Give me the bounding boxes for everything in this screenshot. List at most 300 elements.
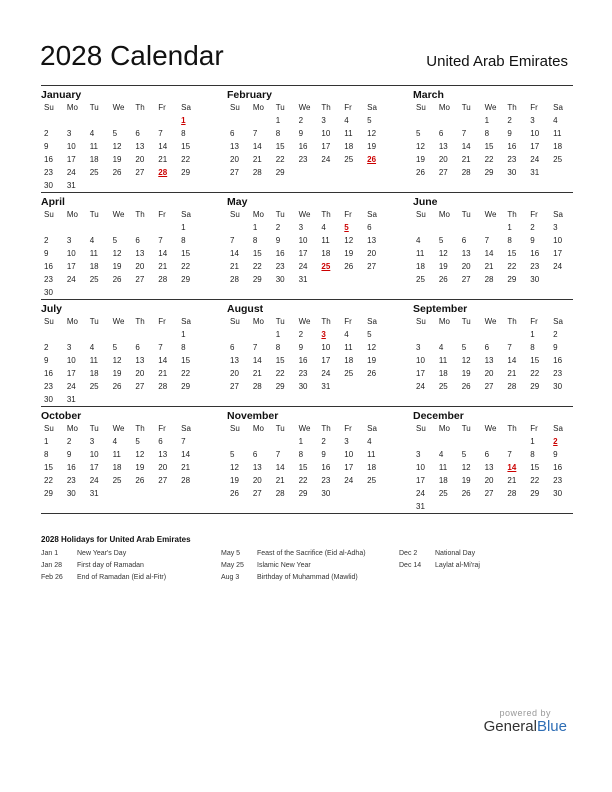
day-cell: 27 bbox=[252, 489, 262, 498]
holiday-name: Feast of the Sacrifice (Eid al-Adha) bbox=[257, 550, 366, 557]
holiday-name: Islamic New Year bbox=[257, 562, 311, 569]
empty-cell bbox=[341, 273, 364, 286]
day-cell: 26 bbox=[230, 489, 239, 498]
day-cell: 23 bbox=[44, 382, 53, 391]
day-cell: 12 bbox=[112, 142, 122, 151]
month-days-grid bbox=[413, 209, 573, 299]
day-cell: 15 bbox=[275, 356, 285, 365]
day-cell: 11 bbox=[553, 129, 562, 138]
day-cell: 8 bbox=[44, 450, 49, 459]
day-cell: 12 bbox=[112, 356, 122, 365]
holiday-date: Dec 14 bbox=[399, 562, 422, 569]
holiday-name: National Day bbox=[435, 550, 476, 557]
empty-cell bbox=[132, 114, 155, 127]
day-cell: 15 bbox=[275, 142, 285, 151]
day-cell: 28 bbox=[252, 382, 262, 391]
day-cell: 19 bbox=[230, 476, 239, 485]
month-march bbox=[413, 86, 573, 192]
empty-cell bbox=[132, 179, 155, 192]
holiday-date: May 25 bbox=[221, 562, 244, 569]
day-cell: 27 bbox=[230, 382, 239, 391]
holiday-item bbox=[41, 572, 221, 584]
weekday-label: Mo bbox=[66, 317, 78, 326]
day-cell: 14 bbox=[252, 142, 262, 151]
month-row bbox=[41, 192, 573, 299]
day-cell: 29 bbox=[484, 168, 494, 177]
holidays-column bbox=[41, 548, 221, 584]
day-cell: 15 bbox=[298, 463, 308, 472]
weekday-label: Su bbox=[44, 103, 54, 112]
day-cell: 6 bbox=[135, 236, 140, 245]
empty-cell bbox=[296, 500, 319, 513]
day-cell: 6 bbox=[252, 450, 258, 459]
empty-cell bbox=[459, 286, 482, 299]
day-cell: 15 bbox=[530, 463, 540, 472]
month-row bbox=[41, 406, 573, 514]
day-cell: 20 bbox=[484, 476, 494, 485]
day-cell: 18 bbox=[89, 155, 99, 164]
empty-cell bbox=[459, 500, 482, 513]
day-cell: 21 bbox=[507, 369, 517, 378]
day-cell: 14 bbox=[181, 450, 191, 459]
day-cell: 10 bbox=[344, 450, 354, 459]
day-cell: 20 bbox=[135, 155, 145, 164]
day-cell: 13 bbox=[484, 356, 494, 365]
empty-cell bbox=[550, 500, 573, 513]
day-cell: 18 bbox=[344, 142, 354, 151]
month-row bbox=[41, 299, 573, 406]
holiday-date: May 5 bbox=[221, 550, 241, 557]
weekday-label: Sa bbox=[367, 317, 377, 326]
weekday-label: Mo bbox=[438, 317, 450, 326]
day-cell: 7 bbox=[158, 236, 163, 245]
day-cell: 1 bbox=[275, 330, 281, 339]
day-cell: 3 bbox=[66, 129, 72, 138]
day-cell: 11 bbox=[112, 450, 121, 459]
day-cell: 12 bbox=[367, 343, 377, 352]
day-cell: 22 bbox=[530, 369, 540, 378]
day-cell: 17 bbox=[416, 476, 425, 485]
day-cell: 23 bbox=[298, 369, 308, 378]
day-cell: 28 bbox=[507, 489, 517, 498]
holiday-date: Aug 3 bbox=[221, 574, 240, 581]
weekday-label: Mo bbox=[438, 103, 450, 112]
empty-cell bbox=[459, 221, 482, 234]
day-cell: 8 bbox=[484, 129, 490, 138]
day-cell: 25 bbox=[416, 275, 425, 284]
month-name: October bbox=[41, 410, 82, 422]
weekday-label: Su bbox=[44, 424, 54, 433]
empty-cell bbox=[364, 500, 387, 513]
day-cell: 13 bbox=[367, 236, 377, 245]
empty-cell bbox=[87, 328, 110, 341]
empty-cell bbox=[318, 286, 341, 299]
day-cell: 19 bbox=[135, 463, 145, 472]
day-cell: 20 bbox=[230, 155, 239, 164]
day-cell: 29 bbox=[44, 489, 53, 498]
day-cell: 29 bbox=[275, 168, 285, 177]
holiday-item bbox=[399, 560, 573, 572]
month-days-grid bbox=[413, 102, 573, 192]
weekday-label: Fr bbox=[530, 424, 538, 433]
day-cell: 5 bbox=[438, 236, 444, 245]
month-name: March bbox=[413, 89, 444, 101]
day-cell: 9 bbox=[44, 249, 49, 258]
weekday-label: Tu bbox=[275, 103, 285, 112]
empty-cell bbox=[364, 166, 387, 179]
day-cell: 23 bbox=[530, 262, 540, 271]
country-name: United Arab Emirates bbox=[426, 53, 568, 70]
weekday-label: Sa bbox=[367, 103, 377, 112]
day-cell: 18 bbox=[438, 369, 448, 378]
weekday-label: Th bbox=[321, 424, 331, 433]
day-cell: 14 bbox=[158, 249, 168, 258]
month-november bbox=[227, 407, 387, 513]
day-cell: 3 bbox=[344, 437, 349, 446]
day-cell: 31 bbox=[66, 181, 76, 190]
empty-cell bbox=[132, 393, 155, 406]
empty-cell bbox=[227, 500, 250, 513]
day-cell: 10 bbox=[66, 142, 76, 151]
day-cell: 26 bbox=[416, 168, 425, 177]
day-cell: 2 bbox=[553, 330, 558, 339]
day-cell: 11 bbox=[321, 236, 330, 245]
weekday-label: Sa bbox=[553, 317, 563, 326]
weekday-label: We bbox=[112, 317, 125, 326]
day-cell: 13 bbox=[484, 463, 494, 472]
holiday-name: First day of Ramadan bbox=[77, 562, 144, 569]
day-cell: 20 bbox=[438, 155, 448, 164]
day-cell: 23 bbox=[553, 369, 563, 378]
day-cell: 12 bbox=[112, 249, 122, 258]
day-cell: 25 bbox=[89, 382, 99, 391]
day-cell: 23 bbox=[275, 262, 285, 271]
day-cell: 25 bbox=[553, 155, 563, 164]
empty-cell bbox=[155, 328, 178, 341]
day-cell: 18 bbox=[553, 142, 563, 151]
empty-cell bbox=[87, 393, 110, 406]
empty-cell bbox=[155, 286, 178, 299]
weekday-label: We bbox=[298, 317, 311, 326]
weekday-label: Sa bbox=[181, 210, 191, 219]
empty-cell bbox=[41, 500, 64, 513]
empty-cell bbox=[296, 393, 319, 406]
day-cell: 22 bbox=[275, 155, 285, 164]
day-cell: 12 bbox=[344, 236, 354, 245]
empty-cell bbox=[364, 393, 387, 406]
day-cell: 20 bbox=[230, 369, 239, 378]
empty-cell bbox=[87, 179, 110, 192]
empty-cell bbox=[527, 500, 550, 513]
empty-cell bbox=[341, 166, 364, 179]
day-cell: 12 bbox=[135, 450, 145, 459]
day-cell: 8 bbox=[275, 129, 281, 138]
day-cell: 4 bbox=[89, 129, 95, 138]
day-cell: 16 bbox=[553, 356, 563, 365]
holiday-date: Jan 28 bbox=[41, 562, 63, 569]
month-december bbox=[413, 407, 573, 513]
day-cell: 7 bbox=[158, 343, 163, 352]
month-july bbox=[41, 300, 201, 406]
empty-cell bbox=[364, 286, 387, 299]
day-cell: 23 bbox=[44, 168, 53, 177]
day-cell: 29 bbox=[530, 382, 540, 391]
empty-cell bbox=[482, 435, 505, 448]
empty-cell bbox=[178, 179, 201, 192]
day-cell: 21 bbox=[275, 476, 285, 485]
day-cell: 21 bbox=[158, 155, 168, 164]
day-cell: 2 bbox=[44, 343, 49, 352]
day-cell: 27 bbox=[484, 382, 494, 391]
empty-cell bbox=[527, 393, 550, 406]
day-cell: 21 bbox=[252, 369, 262, 378]
day-cell: 8 bbox=[181, 236, 186, 245]
day-cell: 28 bbox=[158, 275, 168, 284]
day-cell: 14 bbox=[507, 356, 517, 365]
weekday-label: Fr bbox=[530, 210, 538, 219]
month-name: April bbox=[41, 196, 65, 208]
day-cell: 9 bbox=[275, 236, 281, 245]
empty-cell bbox=[250, 114, 273, 127]
day-cell: 30 bbox=[44, 395, 53, 404]
holidays-section bbox=[41, 535, 573, 584]
empty-cell bbox=[459, 435, 482, 448]
empty-cell bbox=[550, 166, 573, 179]
weekday-label: Tu bbox=[275, 424, 285, 433]
day-cell: 4 bbox=[89, 236, 95, 245]
day-cell: 3 bbox=[416, 450, 421, 459]
day-cell: 2 bbox=[507, 116, 512, 125]
day-cell: 17 bbox=[298, 249, 308, 258]
day-cell: 19 bbox=[367, 356, 377, 365]
day-cell: 18 bbox=[321, 249, 331, 258]
holidays-list bbox=[41, 548, 573, 584]
day-cell: 24 bbox=[344, 476, 354, 485]
day-cell: 16 bbox=[44, 369, 53, 378]
empty-cell bbox=[110, 286, 133, 299]
day-cell: 27 bbox=[484, 489, 494, 498]
day-cell: 4 bbox=[416, 236, 421, 245]
day-cell: 21 bbox=[484, 262, 494, 271]
weekday-label: Su bbox=[230, 317, 240, 326]
day-cell: 26 bbox=[367, 369, 377, 378]
holiday-name: Laylat al-Mi'raj bbox=[435, 562, 480, 569]
day-cell: 18 bbox=[438, 476, 448, 485]
empty-cell bbox=[318, 166, 341, 179]
month-row bbox=[41, 85, 573, 192]
day-cell: 10 bbox=[66, 249, 76, 258]
weekday-label: Tu bbox=[461, 317, 471, 326]
empty-cell bbox=[155, 179, 178, 192]
day-cell: 26 bbox=[112, 382, 122, 391]
day-cell: 28 bbox=[230, 275, 239, 284]
weekday-label: We bbox=[298, 103, 311, 112]
empty-cell bbox=[364, 273, 387, 286]
day-cell: 28 bbox=[181, 476, 191, 485]
empty-cell bbox=[132, 221, 155, 234]
empty-cell bbox=[413, 114, 436, 127]
weekday-label: We bbox=[484, 210, 497, 219]
day-cell: 2 bbox=[44, 129, 49, 138]
day-cell: 24 bbox=[416, 382, 425, 391]
day-cell: 18 bbox=[89, 369, 99, 378]
day-cell: 4 bbox=[344, 330, 349, 339]
empty-cell bbox=[482, 500, 505, 513]
day-cell: 7 bbox=[252, 343, 258, 352]
weekday-label: We bbox=[298, 210, 311, 219]
day-cell: 17 bbox=[416, 369, 425, 378]
day-cell: 5 bbox=[461, 450, 467, 459]
empty-cell bbox=[413, 393, 436, 406]
weekday-label: We bbox=[112, 103, 125, 112]
empty-cell bbox=[87, 221, 110, 234]
calendar-grid bbox=[41, 85, 573, 514]
month-days-grid bbox=[413, 423, 573, 513]
day-cell: 15 bbox=[252, 249, 262, 258]
day-cell: 2 bbox=[530, 223, 535, 232]
day-cell: 16 bbox=[553, 463, 563, 472]
day-cell: 20 bbox=[158, 463, 168, 472]
month-days-grid bbox=[227, 316, 387, 406]
month-april bbox=[41, 193, 201, 299]
day-cell: 24 bbox=[416, 489, 425, 498]
month-days-grid bbox=[41, 423, 201, 513]
empty-cell bbox=[459, 328, 482, 341]
day-cell: 28 bbox=[252, 168, 262, 177]
empty-cell bbox=[482, 328, 505, 341]
day-cell: 19 bbox=[461, 476, 471, 485]
empty-cell bbox=[273, 500, 296, 513]
day-cell: 6 bbox=[484, 343, 490, 352]
day-cell: 28 bbox=[158, 382, 168, 391]
weekday-label: We bbox=[484, 103, 497, 112]
month-name: August bbox=[227, 303, 264, 315]
day-cell: 29 bbox=[298, 489, 308, 498]
day-cell: 30 bbox=[530, 275, 540, 284]
day-cell: 9 bbox=[321, 450, 326, 459]
day-cell: 22 bbox=[507, 262, 517, 271]
day-cell: 15 bbox=[484, 142, 494, 151]
day-cell: 10 bbox=[89, 450, 99, 459]
day-cell: 13 bbox=[135, 356, 145, 365]
day-cell: 15 bbox=[530, 356, 540, 365]
day-cell: 6 bbox=[158, 437, 163, 446]
empty-cell bbox=[341, 487, 364, 500]
day-cell: 11 bbox=[344, 129, 353, 138]
day-cell: 11 bbox=[438, 463, 448, 472]
brand-blue: Blue bbox=[536, 718, 567, 735]
day-cell: 4 bbox=[344, 116, 349, 125]
day-cell: 12 bbox=[461, 463, 471, 472]
empty-cell bbox=[250, 286, 273, 299]
day-cell: 12 bbox=[438, 249, 448, 258]
day-cell: 1 bbox=[44, 437, 49, 446]
day-cell: 25 bbox=[112, 476, 122, 485]
day-cell: 27 bbox=[158, 476, 168, 485]
day-cell: 7 bbox=[275, 450, 281, 459]
day-cell: 5 bbox=[367, 116, 372, 125]
day-cell: 10 bbox=[553, 236, 563, 245]
day-cell: 5 bbox=[112, 236, 118, 245]
holiday-day: 28 bbox=[158, 168, 168, 177]
day-cell: 11 bbox=[367, 450, 376, 459]
day-cell: 1 bbox=[181, 330, 186, 339]
day-cell: 6 bbox=[135, 343, 140, 352]
weekday-label: Mo bbox=[252, 103, 264, 112]
empty-cell bbox=[132, 286, 155, 299]
holiday-name: End of Ramadan (Eid al-Fitr) bbox=[77, 574, 167, 581]
day-cell: 23 bbox=[298, 155, 308, 164]
holiday-day: 1 bbox=[181, 116, 186, 125]
day-cell: 4 bbox=[553, 116, 558, 125]
holiday-item bbox=[41, 560, 221, 572]
weekday-label: Su bbox=[416, 103, 426, 112]
empty-cell bbox=[364, 487, 387, 500]
day-cell: 22 bbox=[181, 369, 191, 378]
day-cell: 16 bbox=[44, 155, 53, 164]
holiday-day: 3 bbox=[321, 330, 326, 339]
weekday-label: Mo bbox=[66, 424, 78, 433]
empty-cell bbox=[110, 393, 133, 406]
day-cell: 27 bbox=[461, 275, 471, 284]
weekday-label: Tu bbox=[275, 210, 285, 219]
month-february bbox=[227, 86, 387, 192]
day-cell: 24 bbox=[66, 168, 76, 177]
day-cell: 14 bbox=[252, 356, 262, 365]
day-cell: 20 bbox=[461, 262, 471, 271]
day-cell: 14 bbox=[484, 249, 494, 258]
empty-cell bbox=[527, 179, 550, 192]
empty-cell bbox=[436, 393, 459, 406]
day-cell: 17 bbox=[66, 155, 76, 164]
weekday-label: Sa bbox=[181, 103, 191, 112]
day-cell: 13 bbox=[135, 249, 145, 258]
day-cell: 19 bbox=[461, 369, 471, 378]
weekday-label: Th bbox=[135, 424, 145, 433]
day-cell: 17 bbox=[89, 463, 99, 472]
day-cell: 7 bbox=[230, 236, 235, 245]
empty-cell bbox=[364, 380, 387, 393]
day-cell: 9 bbox=[530, 236, 535, 245]
page-title: 2028 Calendar bbox=[40, 40, 224, 71]
day-cell: 26 bbox=[135, 476, 145, 485]
day-cell: 5 bbox=[112, 343, 118, 352]
day-cell: 7 bbox=[252, 129, 258, 138]
day-cell: 26 bbox=[344, 262, 354, 271]
day-cell: 13 bbox=[135, 142, 145, 151]
day-cell: 31 bbox=[298, 275, 308, 284]
day-cell: 17 bbox=[321, 356, 331, 365]
holiday-day: 5 bbox=[344, 223, 349, 232]
day-cell: 29 bbox=[181, 382, 191, 391]
day-cell: 12 bbox=[230, 463, 239, 472]
day-cell: 30 bbox=[298, 382, 308, 391]
day-cell: 19 bbox=[112, 369, 122, 378]
weekday-label: Th bbox=[135, 317, 145, 326]
month-august bbox=[227, 300, 387, 406]
day-cell: 27 bbox=[135, 168, 145, 177]
empty-cell bbox=[178, 487, 201, 500]
day-cell: 12 bbox=[416, 142, 425, 151]
day-cell: 27 bbox=[367, 262, 377, 271]
weekday-label: Fr bbox=[158, 317, 166, 326]
day-cell: 17 bbox=[553, 249, 563, 258]
weekday-label: Mo bbox=[66, 103, 78, 112]
day-cell: 17 bbox=[321, 142, 331, 151]
empty-cell bbox=[318, 273, 341, 286]
holidays-title: 2028 Holidays for United Arab Emirates bbox=[41, 535, 191, 544]
day-cell: 5 bbox=[112, 129, 118, 138]
